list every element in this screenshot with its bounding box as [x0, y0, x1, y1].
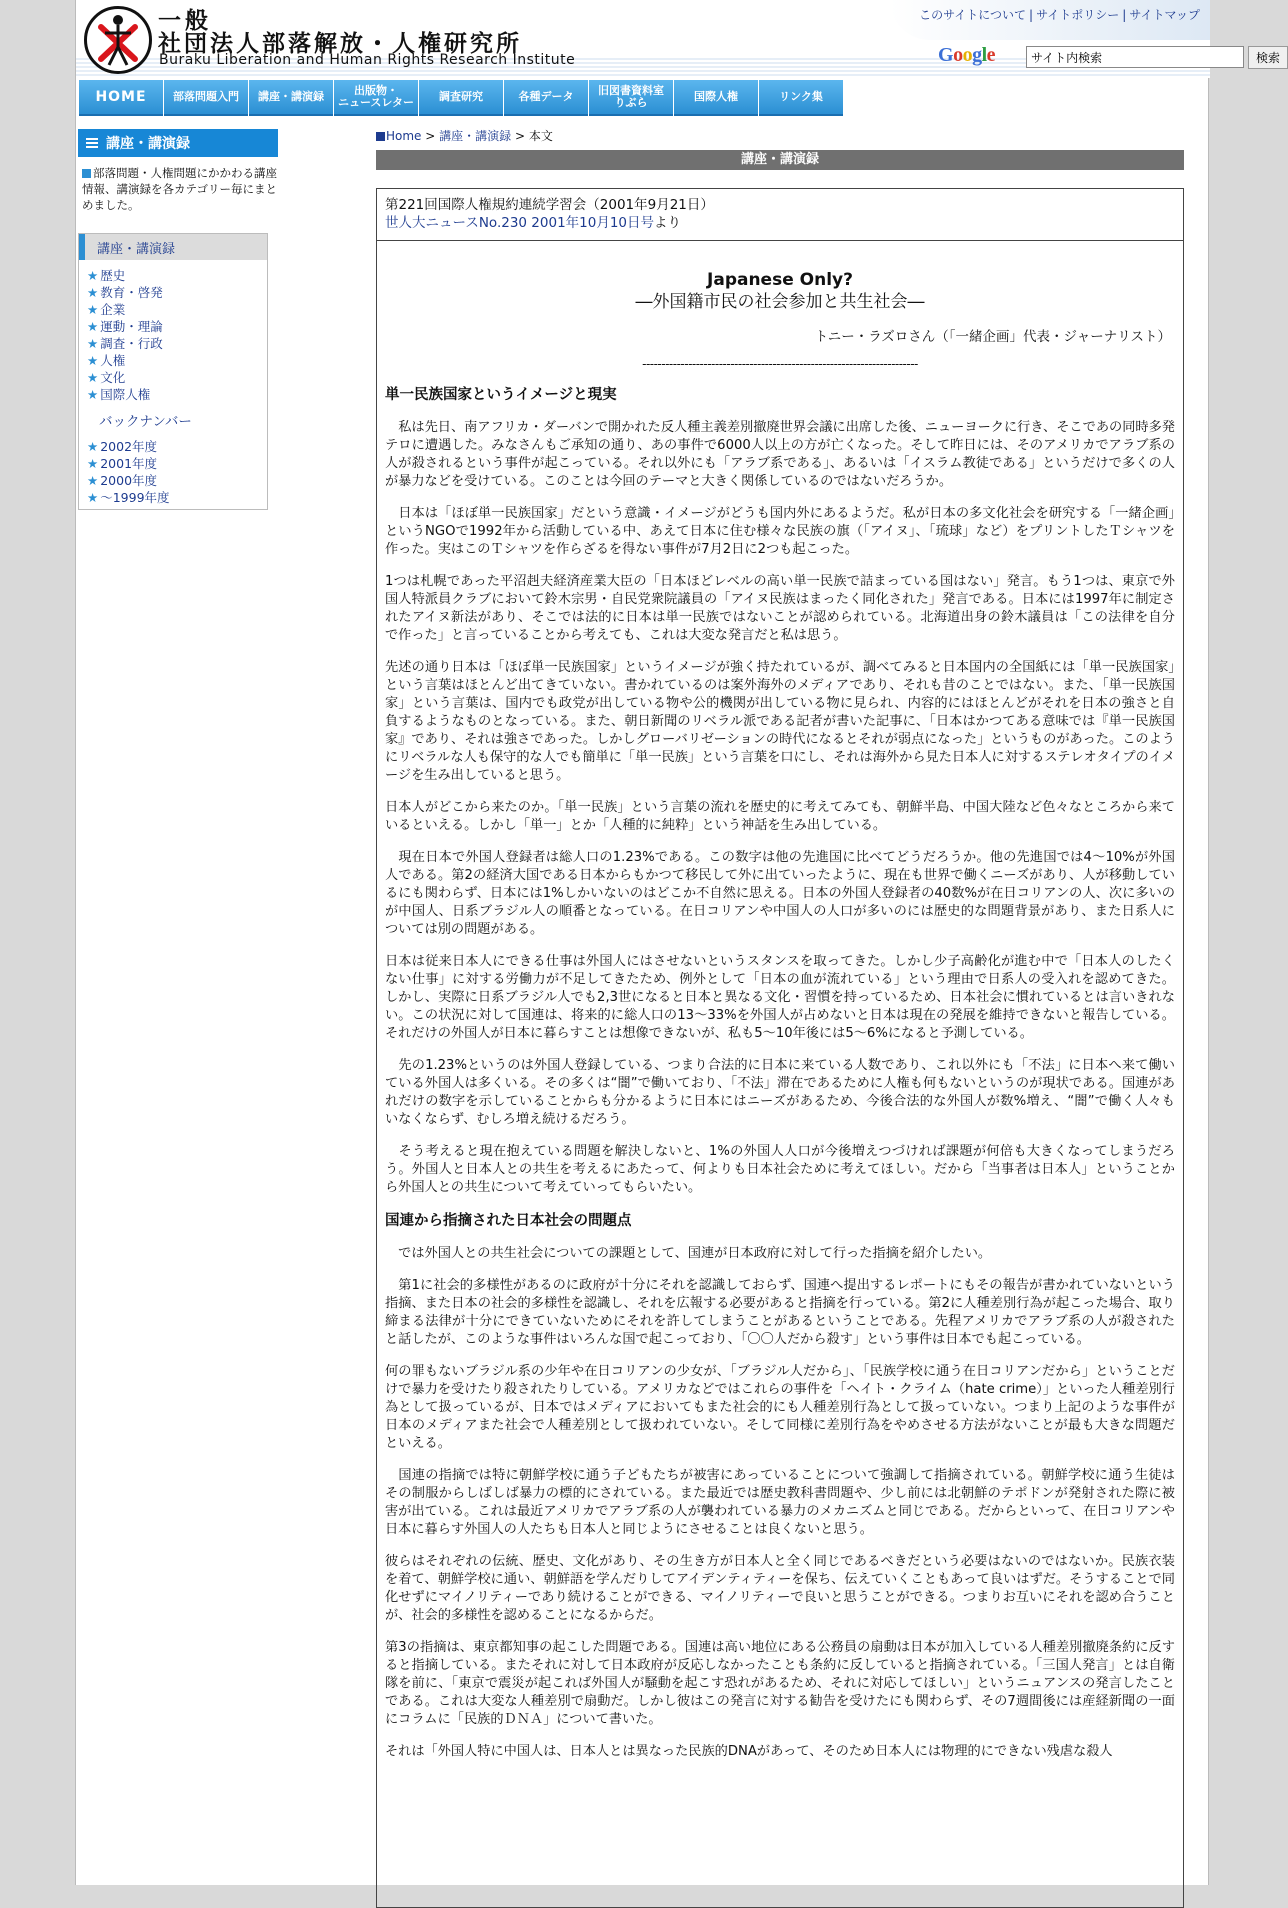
logo-line-1: 一般: [158, 7, 212, 34]
paragraph: 先述の通り日本は「ほぼ単一民族国家」というイメージが強く持たれているが、調べてみると日本国内の全国紙には「単一民族国家」という言葉はほとんど出てきていない。書かれているのは案外海外のメディアであり、それも昔のことではない。また、「単一民族国家」という言葉は、国内でも政党が出している物や公的機関が出している物に見られ、内容的にはほとんどがそれを日本の強さと自負するようなものとなっている。また、朝日新聞のリベラル派である記者が書いた記事に、「日本はかつてある意味では『単一民族国家』であり、それは強さであった。しかしグローバリゼーションの時代になるとそれが弱点になった」というものがあった。このようにリベラルな人も保守的な人でも簡単に「単一民族」という言葉を口にし、それは海外から見た日本人に対するステレオタイプのイメージを生み出していると思う。: [385, 660, 1175, 783]
nav-buraku-intro[interactable]: 部落問題入門: [164, 80, 248, 116]
sidebar-item-label: 企業: [100, 302, 126, 317]
sidebar-item-human-rights[interactable]: [87, 351, 125, 369]
article-divider: ------------------------------------------------------------------------: [642, 357, 918, 371]
paragraph: 彼らはそれぞれの伝統、歴史、文化があり、その生き方が日本人と全く同じであるべきだという必要はないのではないか。民族衣装を着て、朝鮮学校に通い、朝鮮語を学んだりしてアイデンティティーを保ち、伝えていくこともあって良いはずだ。そうすることで同化せずにマイノリティーであり続けることができる、マイノリティーで良いと思うことができる。つまりお互いにそれを認め合うことが、社会的多様性を認めることになるからだ。: [385, 1554, 1175, 1623]
sidebar-item-label: 歴史: [100, 268, 126, 283]
search-button[interactable]: 検索: [1248, 46, 1288, 69]
star-icon: ★: [87, 456, 99, 471]
sidebar-item-label: 2001年度: [100, 456, 158, 471]
article-title-ja: ―外国籍市民の社会参加と共生社会―: [635, 292, 925, 312]
about-site-link[interactable]: このサイトについて: [919, 8, 1027, 22]
star-icon: ★: [87, 353, 99, 368]
paragraph: 第3の指摘は、東京都知事の起こした問題である。国連は高い地位にある公務員の扇動は日本が加入している人種差別撤廃条約に反すると指摘している。またそれに対して日本政府が反応しなかったことも条約に反していると指摘されている。「三国人発言」とは自衛隊を前に、「東京で震災が起これば外国人が騒動を起こす恐れがあるため、それに対応してほしい」というニュアンスの発言したことである。これは大変な人種差別で扇動だ。しかし彼はこの発言に対する勧告を受けたにも関わらず、その7週間後には産経新聞の一面にコラムに「民族的ＤＮＡ」について書いた。: [385, 1640, 1175, 1727]
article-title-en: Japanese Only?: [707, 270, 853, 290]
article-source: [385, 214, 1175, 232]
nav-data[interactable]: 各種データ: [504, 80, 588, 116]
paragraph: 現在日本で外国人登録者は総人口の1.23%である。この数字は他の先進国に比べてどうだろうか。他の先進国では4〜10%が外国人である。第2の経済大国である日本からもかつて移民して外に出ていったように、現在も世界で働くニーズがあり、人が移動しているにも関わらず、日本には1%しかいないのはどこか不自然に思える。日本の外国人登録者の40数%が在日コリアンの人、次に多いのが中国人、日系ブラジル人の順番となっている。在日コリアンや中国人の人口が多いのには歴史的な問題背景があり、また日系人については別の問題がある。: [385, 850, 1175, 937]
nav-library[interactable]: 旧図書資料室 りぶら: [589, 80, 673, 116]
square-bullet-icon: [376, 132, 385, 141]
paragraph: 日本人がどこから来たのか。「単一民族」という言葉の流れを歴史的に考えてみても、朝鮮半島、中国大陸など色々なところから来ているといえる。しかし「単一」とか「人種的に純粋」という神話を生み出している。: [385, 800, 1175, 833]
sidebar-item-label: 国際人権: [100, 387, 151, 402]
sidebar-item-label: 教育・啓発: [100, 285, 163, 300]
star-icon: ★: [87, 473, 99, 488]
paragraph: それは「外国人特に中国人は、日本人とは異なった民族的DNAがあって、そのため日本人には物理的にできない残虐な殺人: [385, 1744, 1113, 1759]
sidebar-item-label: 人権: [100, 353, 126, 368]
sidebar-description-text: 部落問題・人権問題にかかわる講座情報、講演録を各カテゴリー毎にまとめました。: [82, 166, 278, 212]
sidebar-item-movement[interactable]: [87, 317, 163, 335]
star-icon: ★: [87, 302, 99, 317]
sidebar-year-2001[interactable]: [87, 454, 157, 472]
article-body: [377, 241, 1183, 1761]
star-icon: ★: [87, 285, 99, 300]
star-icon: ★: [87, 370, 99, 385]
sidebar-item-label: 2000年度: [100, 473, 158, 488]
sidebar-item-education[interactable]: [87, 283, 163, 301]
page: [75, 0, 1280, 1885]
site-search-input[interactable]: [1026, 46, 1244, 68]
sidebar-item-label: ～1999年度: [100, 490, 170, 505]
star-icon: ★: [87, 439, 99, 454]
sidebar-year-2002[interactable]: [87, 437, 157, 455]
paragraph: 日本は「ほぼ単一民族国家」だという意識・イメージがどうも国内外にあるようだ。私が日本の多文化社会を研究する「一緒企画」というNGOで1992年から活動している中、あえて日本に住む様々な民族の旗（「アイヌ」、「琉球」など）をプリントしたＴシャツを作った。実はこのＴシャツを作らざるを得ない事件が7月2日に2つも起こった。: [385, 506, 1175, 557]
nav-lectures[interactable]: 講座・講演録: [249, 80, 333, 116]
sidebar-title: [78, 129, 278, 157]
logo-line-2: 社団法人部落解放・人権研究所: [158, 30, 522, 57]
star-icon: ★: [87, 336, 99, 351]
sidebar-item-company[interactable]: [87, 300, 125, 318]
nav-links[interactable]: リンク集: [759, 80, 843, 116]
breadcrumb-section[interactable]: 講座・講演録: [439, 129, 512, 143]
paragraph: 1つは札幌であった平沼赳夫経済産業大臣の「日本ほどレベルの高い単一民族で詰まっている国はない」発言。もう1つは、東京で外国人特派員クラブにおいて鈴木宗男・自民党衆院議員の「アイヌ民族はまったく同化された」発言である。日本には1997年に制定されたアイヌ新法があり、そこでは法的に日本は単一民族ではないことが認められている。北海道出身の鈴木議員は「この法律を自分で作った」と言っていることから考えても、これは大変な発言だと私は思う。: [385, 574, 1175, 643]
article-meta: [377, 189, 1183, 241]
main-nav: [79, 80, 844, 116]
paragraph: 第1に社会的多様性があるのに政府が十分にそれを認識しておらず、国連へ提出するレポートにもその報告が書かれていないという指摘、また日本の社会的多様性を認識し、それを広報する必要があると指摘を行っている。第2に人種差別行為が起こった場合、取り締まる法律が十分にできていないためにそれを許してしまうことがあるということである。先程アメリカでアラブ系の人が殺されたと話したが、このような事件はいろんな国で起こっており、「〇〇人だから殺す」という事件は日本でも起こっている。: [385, 1278, 1175, 1347]
breadcrumb-current: 本文: [528, 129, 553, 143]
nav-publications[interactable]: 出版物・ ニュースレター: [334, 80, 418, 116]
section-heading: 単一民族国家というイメージと現実: [385, 387, 617, 403]
backnumber-label: バックナンバー: [99, 414, 192, 430]
paragraph: 国連の指摘では特に朝鮮学校に通う子どもたちが被害にあっていることについて強調して指摘されている。朝鮮学校に通う生徒はその制服からしばしば暴力の標的にされている。また最近では歴史教科書問題や、少し前には北朝鮮のテポドンが発射された際に被害が出ている。これは最近アメリカでアラブ系の人が襲われている暴力のメカニズムと同じである。だからといって、在日コリアンや日本に暮らす外国人の人たちも日本人と同じようにさせることは良くないと思う。: [385, 1468, 1175, 1537]
paragraph: そう考えると現在抱えている問題を解決しないと、1%の外国人人口が今後増えつづければ課題が何倍も大きくなってしまうだろう。外国人と日本人との共生を考えるにあたって、何よりも日本社会ために考えてほしい。だから「当事者は日本人」ということから外国人との共生について考えていってもらいたい。: [385, 1144, 1175, 1195]
sidebar-item-history[interactable]: [87, 266, 125, 284]
sidebar-item-survey[interactable]: [87, 334, 163, 352]
stripes-icon: [86, 138, 98, 148]
sidebar-title-text: 講座・講演録: [106, 136, 190, 152]
article-meta-line: 第221回国際人権規約連続学習会（2001年9月21日）: [385, 197, 714, 213]
star-icon: ★: [87, 490, 99, 505]
site-header: [76, 0, 1280, 78]
article-source-suffix: より: [654, 215, 682, 231]
nav-intl-rights[interactable]: 国際人権: [674, 80, 758, 116]
sidebar-item-label: 2002年度: [100, 439, 158, 454]
nav-research[interactable]: 調査研究: [419, 80, 503, 116]
top-links: このサイトについて | サイトポリシー | サイトマップ: [919, 8, 1200, 22]
star-icon: ★: [87, 268, 99, 283]
paragraph: 何の罪もないブラジル系の少年や在日コリアンの少女が、「ブラジル人だから」、「民族学校に通う在日コリアンだから」ということだけで暴力を受けたり殺されたりしている。アメリカなどではこれらの事件を「ヘイト・クライム（hate crime）」といった人種差別行為として扱っているが、日本ではメディアにおいてもまた社会的にも人種差別行為として扱っていない。つまり上記のような事件が日本のメディアまた社会で人種差別として扱われていない。そして同様に差別行為をやめさせる方法がないことが最も大きな問題だといえる。: [385, 1364, 1175, 1451]
paragraph: 先の1.23%というのは外国人登録している、つまり合法的に日本に来ている人数であり、これ以外にも「不法」に日本へ来て働いている外国人は多くいる。その多くは“闇”で働いており、「不法」滞在であるために人権も何もないというのが現状である。国連があれだけの数字を示していることからも分かるように日本にはニーズがあるため、今後合法的な外国人が数%増え、“闇”で働く人々もいなくならず、むしろ増え続けるだろう。: [385, 1058, 1175, 1127]
breadcrumb-home[interactable]: Home: [386, 129, 422, 143]
square-bullet-icon: [82, 169, 91, 178]
sidebar-item-label: 文化: [100, 370, 126, 385]
sidebar-description: [82, 165, 278, 213]
paragraph: では外国人との共生社会についての課題として、国連が日本政府に対して行った指摘を紹介したい。: [385, 1246, 992, 1261]
star-icon: ★: [87, 387, 99, 402]
sidebar-item-label: 調査・行政: [100, 336, 163, 351]
article: [376, 188, 1184, 1908]
sidebar-box-title: 講座・講演録: [79, 234, 267, 260]
breadcrumb: Home > 講座・講演録 > 本文: [376, 127, 553, 144]
site-policy-link[interactable]: サイトポリシー: [1036, 8, 1120, 22]
sidebar-year-1999[interactable]: [87, 488, 170, 506]
newsletter-link[interactable]: 世人大ニュースNo.230 2001年10月10日号: [385, 215, 655, 231]
section-heading: 国連から指摘された日本社会の問題点: [385, 1213, 632, 1229]
logo-icon[interactable]: [84, 6, 152, 74]
sidebar-item-culture[interactable]: [87, 368, 125, 386]
sidebar-category-box: [78, 233, 268, 510]
logo-line-3: Buraku Liberation and Human Rights Research Institute: [159, 52, 576, 68]
sitemap-link[interactable]: サイトマップ: [1129, 8, 1200, 22]
section-title-bar: 講座・講演録: [376, 150, 1184, 170]
paragraph: 私は先日、南アフリカ・ダーバンで開かれた反人種主義差別撤廃世界会議に出席した後、ニューヨークに行き、そこであの同時多発テロに遭遇した。みなさんもご承知の通り、あの事件で6000人以上の方が亡くなった。そして昨日には、そのアメリカでアラブ系の人が殺されるという事件が起こっている。それ以外にも「アラブ系である」、あるいは「イスラム教徒である」というだけで多くの人が暴力などを受けている。このことは今回のテーマと大きく関係しているのではないだろうか。: [385, 420, 1175, 489]
article-author: トニー・ラズロさん（「一緒企画」代表・ジャーナリスト）: [814, 329, 1171, 345]
sidebar-item-intl-rights[interactable]: [87, 385, 150, 403]
sidebar-item-label: 運動・理論: [100, 319, 163, 334]
paragraph: 日本は従来日本人にできる仕事は外国人にはさせないというスタンスを取ってきた。しかし少子高齢化が進む中で「日本人のしたくない仕事」に対する労働力が不足してきたため、例外として「日本の血が流れている」という理由で日系人の受入れを認めてきた。しかし、実際に日系ブラジル人でも2,3世になると日本と異なる文化・習慣を持っているため、日本社会に慣れているとは言いきれない。この状況に対して国連は、将来的に総人口の13〜33%を外国人が占めないと日本は現在の発展を維持できないと報告している。それだけの外国人が日本に暮らすことは想像できないが、私も5〜10年後には5〜6%になると予測している。: [385, 954, 1175, 1041]
nav-home[interactable]: HOME: [79, 80, 163, 116]
sidebar-year-2000[interactable]: [87, 471, 157, 489]
star-icon: ★: [87, 319, 99, 334]
google-logo: Google: [938, 44, 996, 66]
